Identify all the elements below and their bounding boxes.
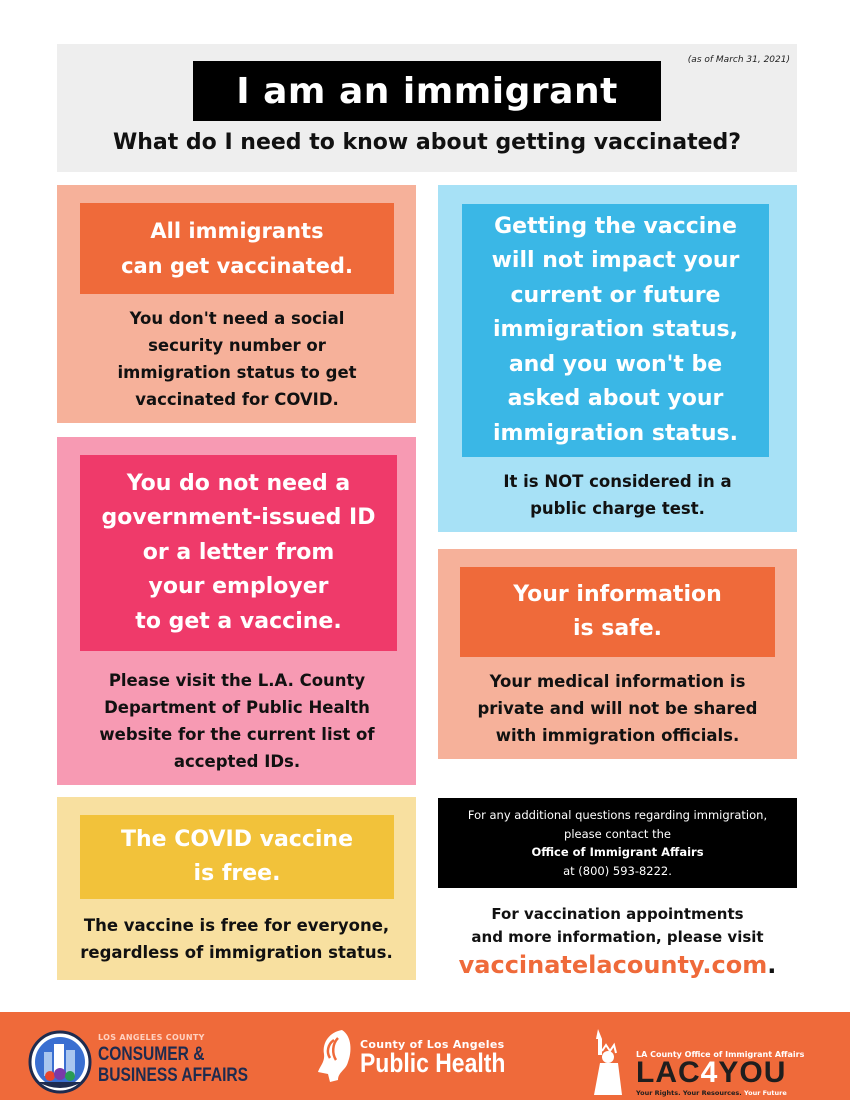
contact-box	[438, 798, 797, 888]
body-line: vaccinated for COVID.	[135, 390, 339, 409]
logo1-name-line: CONSUMER &	[98, 1044, 205, 1065]
vaccinate-url-link[interactable]: vaccinatelacounty.com	[458, 951, 768, 979]
heading-line: Getting the vaccine	[494, 213, 737, 239]
page-subtitle: What do I need to know about getting vaccinated?	[112, 130, 742, 155]
panel-status-impact-body	[438, 468, 797, 522]
heading-line: is free.	[193, 861, 281, 886]
heading-line: will not impact your	[491, 248, 740, 274]
body-line: security number or	[148, 336, 326, 355]
logo3-tagline	[636, 1089, 787, 1097]
logo1-name-line: BUSINESS AFFAIRS	[98, 1065, 249, 1086]
as-of-date: (as of March 31, 2021)	[687, 55, 790, 65]
contact-line: For any additional questions regarding immigration,	[467, 808, 768, 822]
heading-line: immigration status,	[493, 317, 738, 343]
public-health-logo-icon	[312, 1026, 360, 1084]
heading-line: Your information	[513, 581, 722, 607]
body-line: Your medical information is	[489, 672, 746, 691]
heading-line: to get a vaccine.	[135, 608, 342, 634]
body-line: with immigration officials.	[495, 726, 740, 745]
panel-no-id-body	[80, 667, 394, 775]
body-line: You don't need a social	[129, 309, 345, 328]
heading-line: asked about your	[507, 386, 724, 412]
body-line: Please visit the L.A. County	[108, 671, 366, 690]
appointments-text	[438, 903, 797, 949]
logo3-you: YOU	[718, 1056, 787, 1089]
panel-status-impact-heading	[462, 204, 769, 457]
panel-info-safe-heading	[460, 567, 775, 657]
logo3-top-text: LA County Office of Immigrant Affairs	[636, 1050, 805, 1059]
body-line: Department of Public Health	[104, 698, 370, 717]
heading-line: current or future	[510, 282, 721, 308]
consumer-affairs-logo-icon	[28, 1030, 92, 1094]
logo3-tagline-a: Your Rights. Your Resources.	[636, 1089, 742, 1097]
logo3-tagline-b: Your Future	[744, 1089, 787, 1097]
appointments-line: For vaccination appointments	[491, 905, 744, 923]
contact-phone: at (800) 593-8222.	[563, 863, 672, 878]
panel-all-immigrants-heading	[80, 203, 394, 294]
logo3-main-text	[636, 1056, 786, 1090]
appointments-line: and more information, please visit	[471, 928, 764, 946]
body-line: It is NOT considered in a	[503, 472, 732, 491]
panel-info-safe-body	[438, 668, 797, 749]
heading-line: and you won't be	[508, 351, 723, 377]
panel-all-immigrants-body	[80, 305, 394, 413]
body-line: accepted IDs.	[173, 752, 301, 771]
heading-line: The COVID vaccine	[120, 826, 354, 852]
body-line: regardless of immigration status.	[80, 943, 393, 962]
heading-line: can get vaccinated.	[121, 253, 353, 278]
body-line: website for the current list of	[99, 725, 375, 744]
heading-line: or a letter from	[142, 539, 335, 565]
heading-line: All immigrants	[150, 218, 324, 243]
panel-free-body	[57, 912, 416, 966]
contact-line: please contact the	[564, 826, 671, 841]
body-line: The vaccine is free for everyone,	[83, 916, 390, 935]
appointments-url-line	[438, 951, 797, 979]
heading-line: immigration status.	[493, 420, 738, 446]
logo2-main-text: Public Health	[360, 1048, 506, 1078]
logo3-lac: LAC	[636, 1056, 701, 1089]
heading-line: government-issued ID	[101, 505, 376, 531]
body-line: private and will not be shared	[477, 699, 758, 718]
logo2-top-text: County of Los Angeles	[360, 1038, 505, 1051]
heading-line: is safe.	[572, 616, 663, 641]
lac4you-liberty-icon	[584, 1025, 634, 1095]
body-line: public charge test.	[530, 499, 705, 518]
panel-no-id-heading	[80, 455, 397, 651]
heading-line: your employer	[148, 574, 329, 600]
heading-line: You do not need a	[126, 470, 351, 496]
contact-office: Office of Immigrant Affairs	[531, 845, 704, 859]
body-line: immigration status to get	[117, 363, 357, 382]
logo1-county-text: LOS ANGELES COUNTY	[98, 1033, 205, 1042]
panel-free-heading	[80, 815, 394, 899]
logo3-four: 4	[700, 1056, 719, 1089]
url-period: .	[767, 951, 777, 979]
page-title: I am an immigrant	[193, 61, 661, 121]
